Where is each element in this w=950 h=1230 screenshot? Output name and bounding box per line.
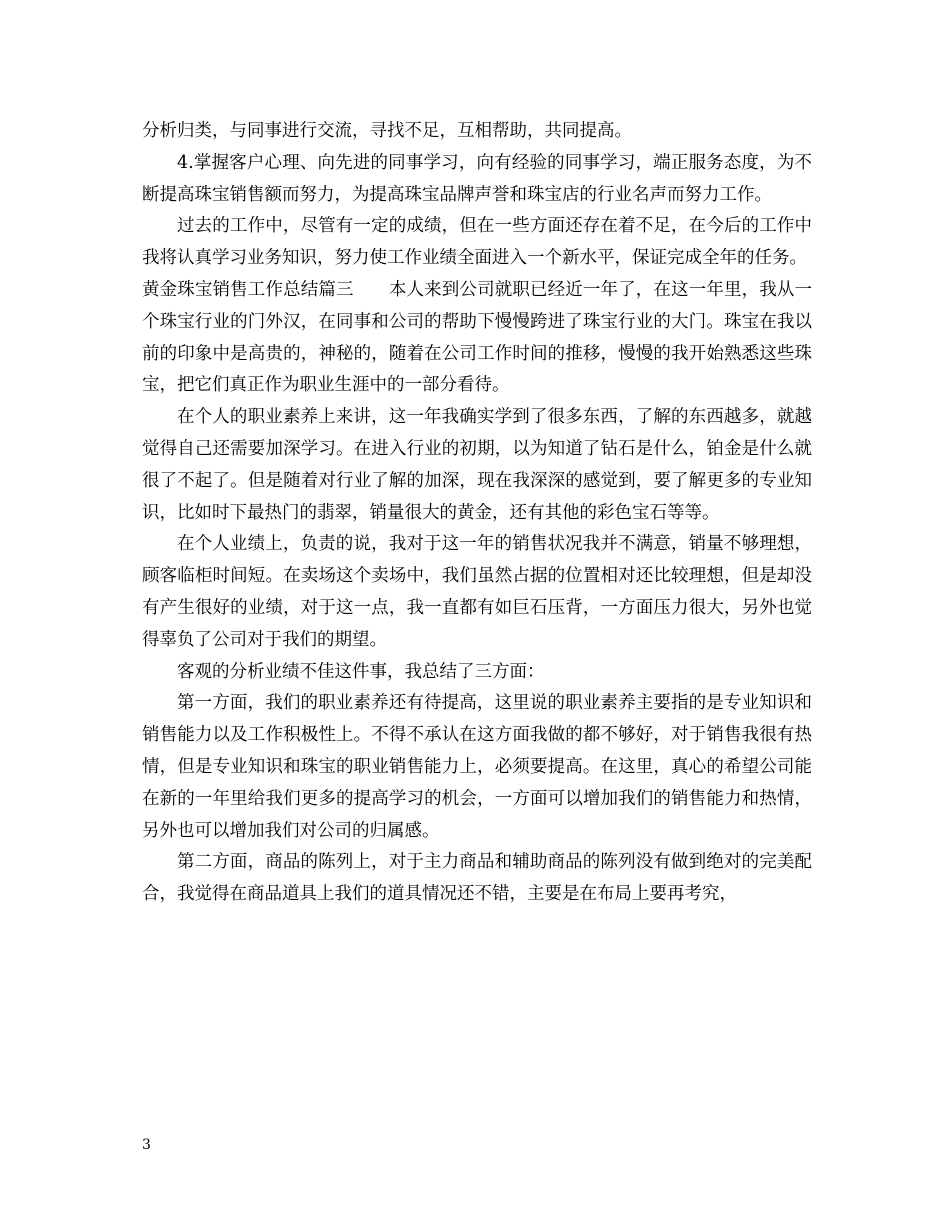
paragraph-past-work: 过去的工作中，尽管有一定的成绩，但在一些方面还存在着不足，在今后的工作中我将认真学习业务知识，努力使工作业绩全面进入一个新水平，保证完成全年的任务。	[142, 216, 812, 269]
paragraph-first-aspect: 第一方面，我们的职业素养还有待提高，这里说的职业素养主要指的是专业知识和销售能力以及工作积极性上。不得不承认在这方面我做的都不够好，对于销售我很有热情，但是专业知识和珠宝的职业销售能力上，必须要提高。在这里，真心的希望公司能在新的一年里给我们更多的提高学习的机会，一方面可以增加我们的销售能力和热情，另外也可以增加我们对公司的归属感。	[142, 693, 812, 841]
paragraph-personal-performance: 在个人业绩上，负责的说，我对于这一年的销售状况我并不满意，销量不够理想，顾客临柜时间短。在卖场这个卖场中，我们虽然占据的位置相对还比较理想，但是却没有产生很好的业绩，对于这一点，我一直都有如巨石压背，一方面压力很大，另外也觉得辜负了公司对于我们的期望。	[142, 534, 812, 650]
paragraph-summary-continuation: 分析归类，与同事进行交流，寻找不足，互相帮助，共同提高。	[142, 121, 632, 141]
paragraph-point-4: 4.掌握客户心理、向先进的同事学习，向有经验的同事学习，端正服务态度，为不断提高珠宝销售额而努力，为提高珠宝品牌声誉和珠宝店的行业名声而努力工作。	[142, 152, 812, 205]
page-number: 3	[142, 1137, 151, 1153]
document-body	[142, 116, 812, 911]
paragraph-section-three-intro: 黄金珠宝销售工作总结篇三 本人来到公司就职已经近一年了，在这一年里，我从一个珠宝行业的门外汉，在同事和公司的帮助下慢慢跨进了珠宝行业的大门。珠宝在我以前的印象中是高贵的，神秘的，随着在公司工作时间的推移，慢慢的我开始熟悉这些珠宝，把它们真正作为职业生涯中的一部分看待。	[142, 279, 812, 396]
paragraph-second-aspect: 第二方面，商品的陈列上，对于主力商品和辅助商品的陈列没有做到绝对的完美配合，我觉得在商品道具上我们的道具情况还不错，主要是在布局上要再考究，	[142, 852, 812, 905]
paragraph-analysis-intro: 客观的分析业绩不佳这件事，我总结了三方面：	[177, 661, 545, 682]
paragraph-professional-quality: 在个人的职业素养上来讲，这一年我确实学到了很多东西，了解的东西越多，就越觉得自己还需要加深学习。在进入行业的初期，以为知道了钻石是什么，铂金是什么就很了不起了。但是随着对行业了解的加深，现在我深深的感觉到，要了解更多的专业知识，比如时下最热门的翡翠，销量很大的黄金，还有其他的彩色宝石等等。	[142, 407, 812, 523]
